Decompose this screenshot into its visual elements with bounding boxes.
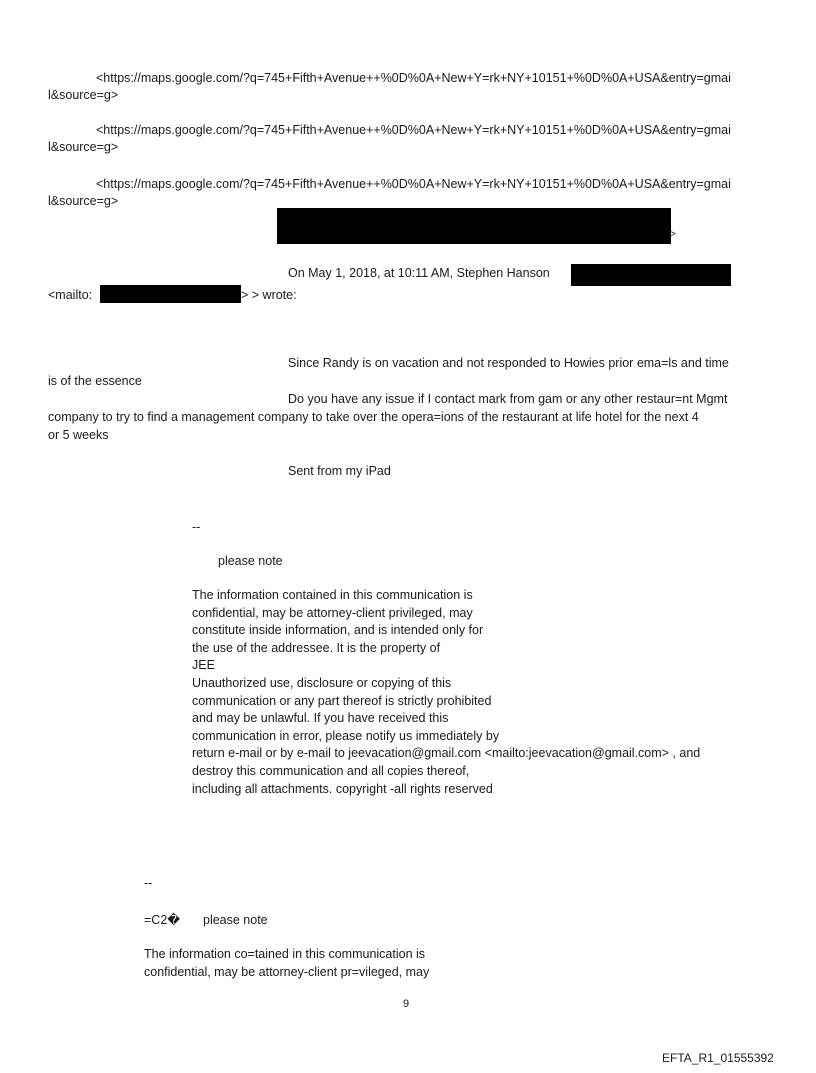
disclaimer1-line: Unauthorized use, disclosure or copying of this (192, 675, 452, 690)
disclaimer1-line: JEE (192, 658, 215, 673)
disclaimer2-separator: -- (144, 876, 153, 890)
mailto-suffix: > > wrote: (241, 288, 297, 302)
maps-link-2-line2: l&source=g> (48, 140, 119, 154)
redaction-block-large (277, 208, 671, 244)
disclaimer1-line: including all attachments. copyright -all rights reserved (192, 781, 493, 796)
maps-link-1-line1: <https://maps.google.com/?q=745+Fifth+Avenue++%0D%0A+New+Y=rk+NY+10151+%0D%0A+USA&entry=gmai (96, 71, 731, 85)
bates-id: EFTA_R1_01555392 (662, 1051, 774, 1065)
sent-from-line: Sent from my iPad (288, 464, 391, 478)
disclaimer2-line: The information co=tained in this communication is (144, 947, 426, 961)
disclaimer2-body (144, 946, 429, 981)
maps-link-1-line2: l&source=g> (48, 88, 119, 102)
disclaimer1-line: the use of the addressee. It is the property of (192, 640, 441, 655)
disclaimer1-line: communication in error, please notify us immediately by (192, 728, 500, 743)
disclaimer1-title: please note (218, 554, 283, 568)
disclaimer2-line: confidential, may be attorney-client pr=vileged, may (144, 964, 430, 979)
disclaimer2-prefix: =C2� (144, 913, 181, 927)
redaction-tail: > (670, 229, 676, 240)
disclaimer1-separator: -- (192, 520, 201, 534)
redaction-mailto-address (100, 285, 241, 303)
maps-link-3-line2: l&source=g> (48, 194, 119, 208)
page-number: 9 (403, 998, 410, 1010)
disclaimer1-line: constitute inside information, and is intended only for (192, 623, 484, 638)
disclaimer1-line: confidential, may be attorney-client privileged, may (192, 605, 473, 620)
body-p2-line2: company to try to find a management company to take over the opera=ions of the restaurant at life hotel for the next 4 (48, 410, 699, 424)
mailto-prefix: <mailto: (48, 288, 93, 302)
maps-link-2-line1: <https://maps.google.com/?q=745+Fifth+Avenue++%0D%0A+New+Y=rk+NY+10151+%0D%0A+USA&entry=gmai (96, 123, 731, 137)
body-p1-line2: is of the essence (48, 374, 142, 388)
disclaimer1-body (192, 587, 700, 798)
body-p1-line1: Since Randy is on vacation and not responded to Howies prior ema=ls and time (288, 356, 729, 370)
redaction-sender-email (571, 264, 731, 286)
disclaimer1-line: and may be unlawful. If you have received this (192, 711, 449, 726)
reply-header-line: On May 1, 2018, at 10:11 AM, Stephen Hanson (288, 266, 550, 280)
maps-link-3-line1: <https://maps.google.com/?q=745+Fifth+Avenue++%0D%0A+New+Y=rk+NY+10151+%0D%0A+USA&entry=gmai (96, 177, 731, 191)
body-p2-line3: or 5 weeks (48, 428, 109, 442)
body-p2-line1: Do you have any issue if I contact mark from gam or any other restaur=nt Mgmt (288, 392, 728, 406)
disclaimer2-title: please note (203, 913, 268, 927)
disclaimer1-line: The information contained in this communication is (192, 588, 473, 602)
disclaimer1-line: communication or any part thereof is strictly prohibited (192, 693, 492, 708)
disclaimer1-line: return e-mail or by e-mail to jeevacation@gmail.com <mailto:jeevacation@gmail.com> , and (192, 746, 701, 761)
disclaimer1-line: destroy this communication and all copies thereof, (192, 763, 470, 778)
